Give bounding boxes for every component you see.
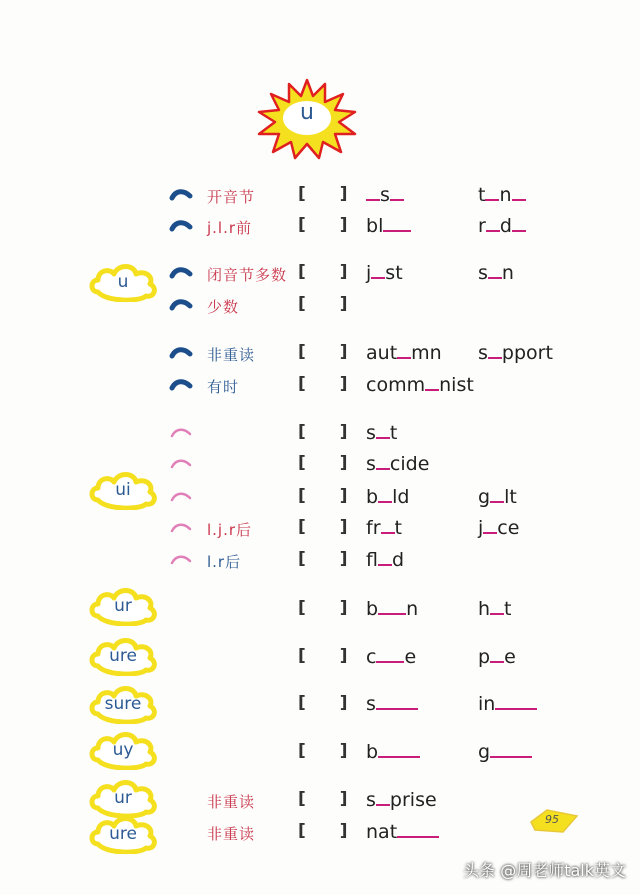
phonetic-answer-bracket[interactable]: [ ] — [298, 741, 362, 761]
breve-mark-icon — [168, 219, 194, 233]
breve-mark-icon — [168, 490, 194, 504]
cloud-label: ui — [115, 480, 131, 500]
watermark: 头条 @周老师talk英文 — [463, 861, 626, 880]
phonetic-answer-bracket[interactable]: [ ] — [298, 646, 362, 666]
fill-in-word: aut mn — [366, 342, 442, 364]
phonetic-answer-bracket[interactable]: [ ] — [298, 693, 362, 713]
breve-mark-icon — [168, 457, 194, 471]
fill-in-word: b — [366, 741, 420, 763]
rule-label: 开音节 — [207, 188, 256, 206]
exercise-row — [0, 215, 640, 241]
fill-in-word: p e — [478, 646, 516, 668]
rule-label: 闭音节多数 — [207, 266, 288, 284]
fill-in-word: nat — [366, 821, 439, 843]
phonetic-answer-bracket[interactable]: [ ] — [298, 342, 362, 362]
fill-in-word: r d — [478, 215, 526, 237]
fill-in-word: s — [366, 693, 418, 715]
breve-mark-icon — [168, 266, 194, 280]
breve-mark-icon — [168, 298, 194, 312]
phonetic-answer-bracket[interactable]: [ ] — [298, 517, 362, 537]
fill-in-word: s t — [366, 422, 398, 444]
cloud-label: uy — [112, 740, 134, 760]
fill-in-word: comm nist — [366, 374, 474, 396]
rule-label: j.l.r前 — [207, 219, 253, 237]
fill-in-word: b ld — [366, 486, 410, 508]
exercise-row — [0, 549, 640, 575]
cloud-label: sure — [104, 694, 142, 714]
exercise-row — [0, 374, 640, 400]
exercise-row — [0, 486, 640, 512]
phonetic-answer-bracket[interactable]: [ ] — [298, 294, 362, 314]
breve-mark-icon — [168, 521, 194, 535]
exercise-row — [0, 184, 640, 210]
fill-in-word: s pport — [478, 342, 553, 364]
cloud-label: u — [117, 272, 129, 292]
fill-in-word: g lt — [478, 486, 517, 508]
exercise-row — [0, 517, 640, 543]
phonetic-answer-bracket[interactable]: [ ] — [298, 598, 362, 618]
breve-mark-icon — [168, 346, 194, 360]
cloud-label: ur — [114, 788, 132, 808]
exercise-row — [0, 741, 640, 767]
phonetic-answer-bracket[interactable]: [ ] — [298, 374, 362, 394]
exercise-row — [0, 453, 640, 479]
phonetic-answer-bracket[interactable]: [ ] — [298, 184, 362, 204]
rule-label: 有时 — [207, 378, 240, 396]
breve-mark-icon — [168, 426, 194, 440]
rule-label: 非重读 — [207, 346, 256, 364]
fill-in-word: f d — [366, 549, 405, 571]
fill-in-word: g — [478, 741, 532, 763]
phonetic-answer-bracket[interactable]: [ ] — [298, 789, 362, 809]
fill-in-word: in — [478, 693, 537, 715]
fill-in-word: t n — [478, 184, 526, 206]
page-number: 95 — [545, 813, 559, 826]
fill-in-word: bl — [366, 215, 411, 237]
fill-in-word: j ce — [478, 517, 520, 539]
exercise-row — [0, 262, 640, 288]
fill-in-word: b n — [366, 598, 419, 620]
fill-in-word: s n — [478, 262, 514, 284]
fill-in-word: h t — [478, 598, 512, 620]
exercise-row — [0, 294, 640, 320]
exercise-row — [0, 422, 640, 448]
cloud-label: ure — [109, 824, 137, 844]
phonetic-answer-bracket[interactable]: [ ] — [298, 262, 362, 282]
fill-in-word: fr t — [366, 517, 402, 539]
fill-in-word: j st — [366, 262, 403, 284]
fill-in-word: s prise — [366, 789, 437, 811]
phonetic-answer-bracket[interactable]: [ ] — [298, 821, 362, 841]
rule-label: 非重读 — [207, 825, 256, 843]
exercise-row — [0, 342, 640, 368]
cloud-label: ur — [114, 596, 132, 616]
phonetic-answer-bracket[interactable]: [ ] — [298, 422, 362, 442]
rule-label: l.j.r后 — [207, 521, 253, 539]
phonetic-answer-bracket[interactable]: [ ] — [298, 486, 362, 506]
fill-in-word: s — [366, 184, 404, 206]
fill-in-word: c e — [366, 646, 417, 668]
page-number-badge — [527, 808, 579, 834]
breve-mark-icon — [168, 553, 194, 567]
exercise-row — [0, 693, 640, 719]
phonetic-answer-bracket[interactable]: [ ] — [298, 215, 362, 235]
exercise-row — [0, 598, 640, 624]
cloud-label: ure — [109, 646, 137, 666]
rule-label: 少数 — [207, 298, 240, 316]
rule-label: 非重读 — [207, 793, 256, 811]
rule-label: l.r后 — [207, 553, 242, 571]
phonetic-answer-bracket[interactable]: [ ] — [298, 453, 362, 473]
breve-mark-icon — [168, 378, 194, 392]
breve-mark-icon — [168, 188, 194, 202]
exercise-row — [0, 646, 640, 672]
fill-in-word: s cide — [366, 453, 430, 475]
header-vowel: u — [300, 100, 314, 125]
phonetic-answer-bracket[interactable]: [ ] — [298, 549, 362, 569]
